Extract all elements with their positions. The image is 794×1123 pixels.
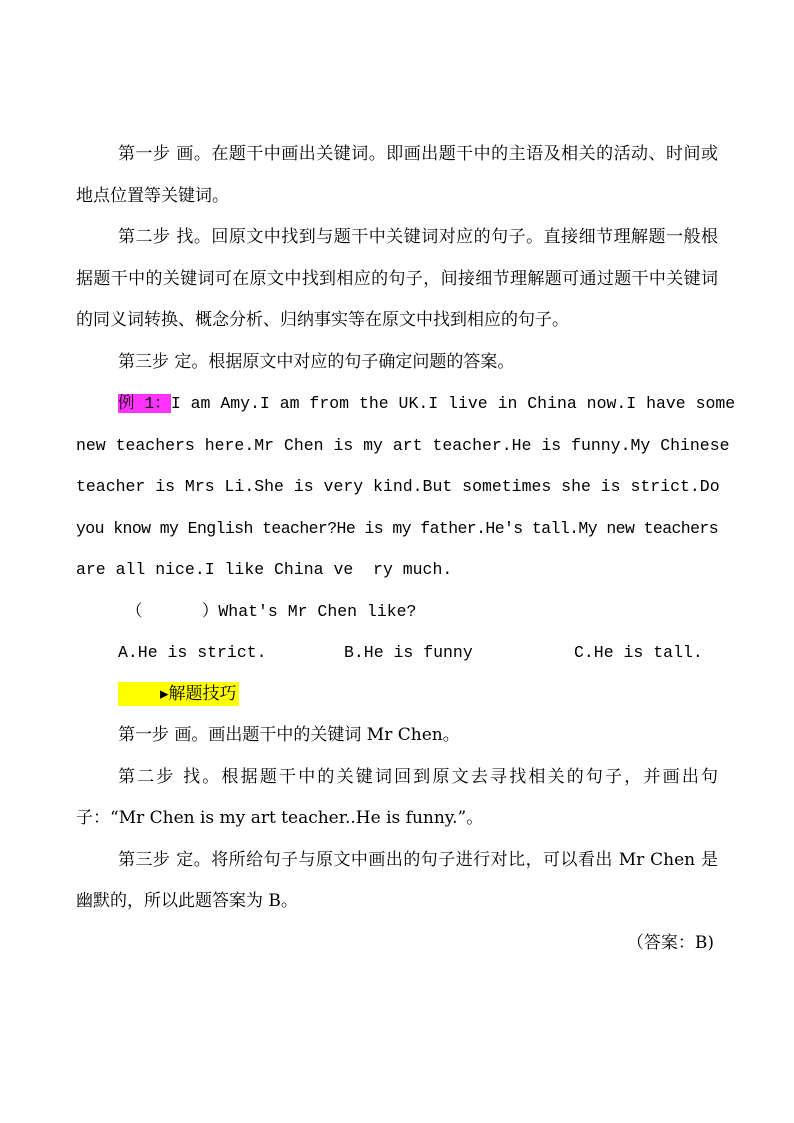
tip-step3-paragraph (76, 840, 718, 923)
step3-label: 第三步 定。 (118, 351, 209, 372)
tip-step2-label: 第二步 找。 (118, 766, 222, 787)
tips-heading-row (76, 674, 718, 716)
document-page (76, 134, 736, 964)
example-line-3: teacher is Mrs Li.She is very kind.But sometimes she is strict.Do (76, 477, 720, 496)
option-c: C.He is tall. (574, 643, 703, 662)
tip-step1-label: 第一步 画。 (118, 725, 209, 745)
options (76, 632, 718, 674)
example-passage (76, 383, 736, 591)
example-label: 例 1： (118, 394, 171, 413)
step3-text: 根据原文中对应的句子确定问题的答案。 (208, 351, 515, 372)
step2-label: 第二步 找。 (118, 227, 212, 247)
step1-label: 第一步 画。 (118, 144, 212, 164)
tip-step1-paragraph (76, 715, 718, 757)
example-line-2: new teachers here.Mr Chen is my art teacher.He is funny.My Chinese (76, 435, 730, 455)
example-line-1 (76, 383, 736, 425)
tip-step3-label: 第三步 定。 (118, 849, 212, 870)
option-a: A.He is strict. (118, 643, 267, 662)
step2-text: 回原文中找到与题干中关键词对应的句子。直接细节理解题一般根据题干中的关键词可在原文中找到相应的句子，间接细节理解题可通过题干中关键词的同义词转换、概念分析、归纳事实等在原文中找到相应的句子。 (76, 227, 719, 330)
example-line-1-text: I am Amy.I am from the UK.I live in China now.I have some (170, 394, 736, 413)
step3-paragraph (76, 342, 718, 384)
option-b: B.He is funny (344, 643, 473, 662)
tip-step1-text: 画出题干中的关键词 Mr Chen。 (208, 725, 460, 745)
example-line-4: you know my English teacher?He is my father.He's tall.My new teachers (76, 518, 718, 538)
step1-text: 在题干中画出关键词。即画出题干中的主语及相关的活动、时间或地点位置等关键词。 (76, 144, 719, 206)
step1-paragraph (76, 134, 718, 217)
answer-note: （答案：B) (626, 932, 714, 953)
question: （ ）What's Mr Chen like? (126, 601, 417, 621)
tip-step2-text: 根据题干中的关键词回到原文去寻找相关的句子，并画出句子：“Mr Chen is my art teacher..He is funny.”。 (76, 766, 719, 828)
step2-paragraph (76, 217, 718, 342)
tips-label: ▸解题技巧 (118, 682, 239, 706)
tip-step2-paragraph (76, 757, 718, 840)
example-line-5: are all nice.I like China ve ry much. (76, 560, 453, 579)
tip-step3-text: 将所给句子与原文中画出的句子进行对比，可以看出 Mr Chen 是幽默的，所以此题答案为 B。 (76, 849, 718, 911)
